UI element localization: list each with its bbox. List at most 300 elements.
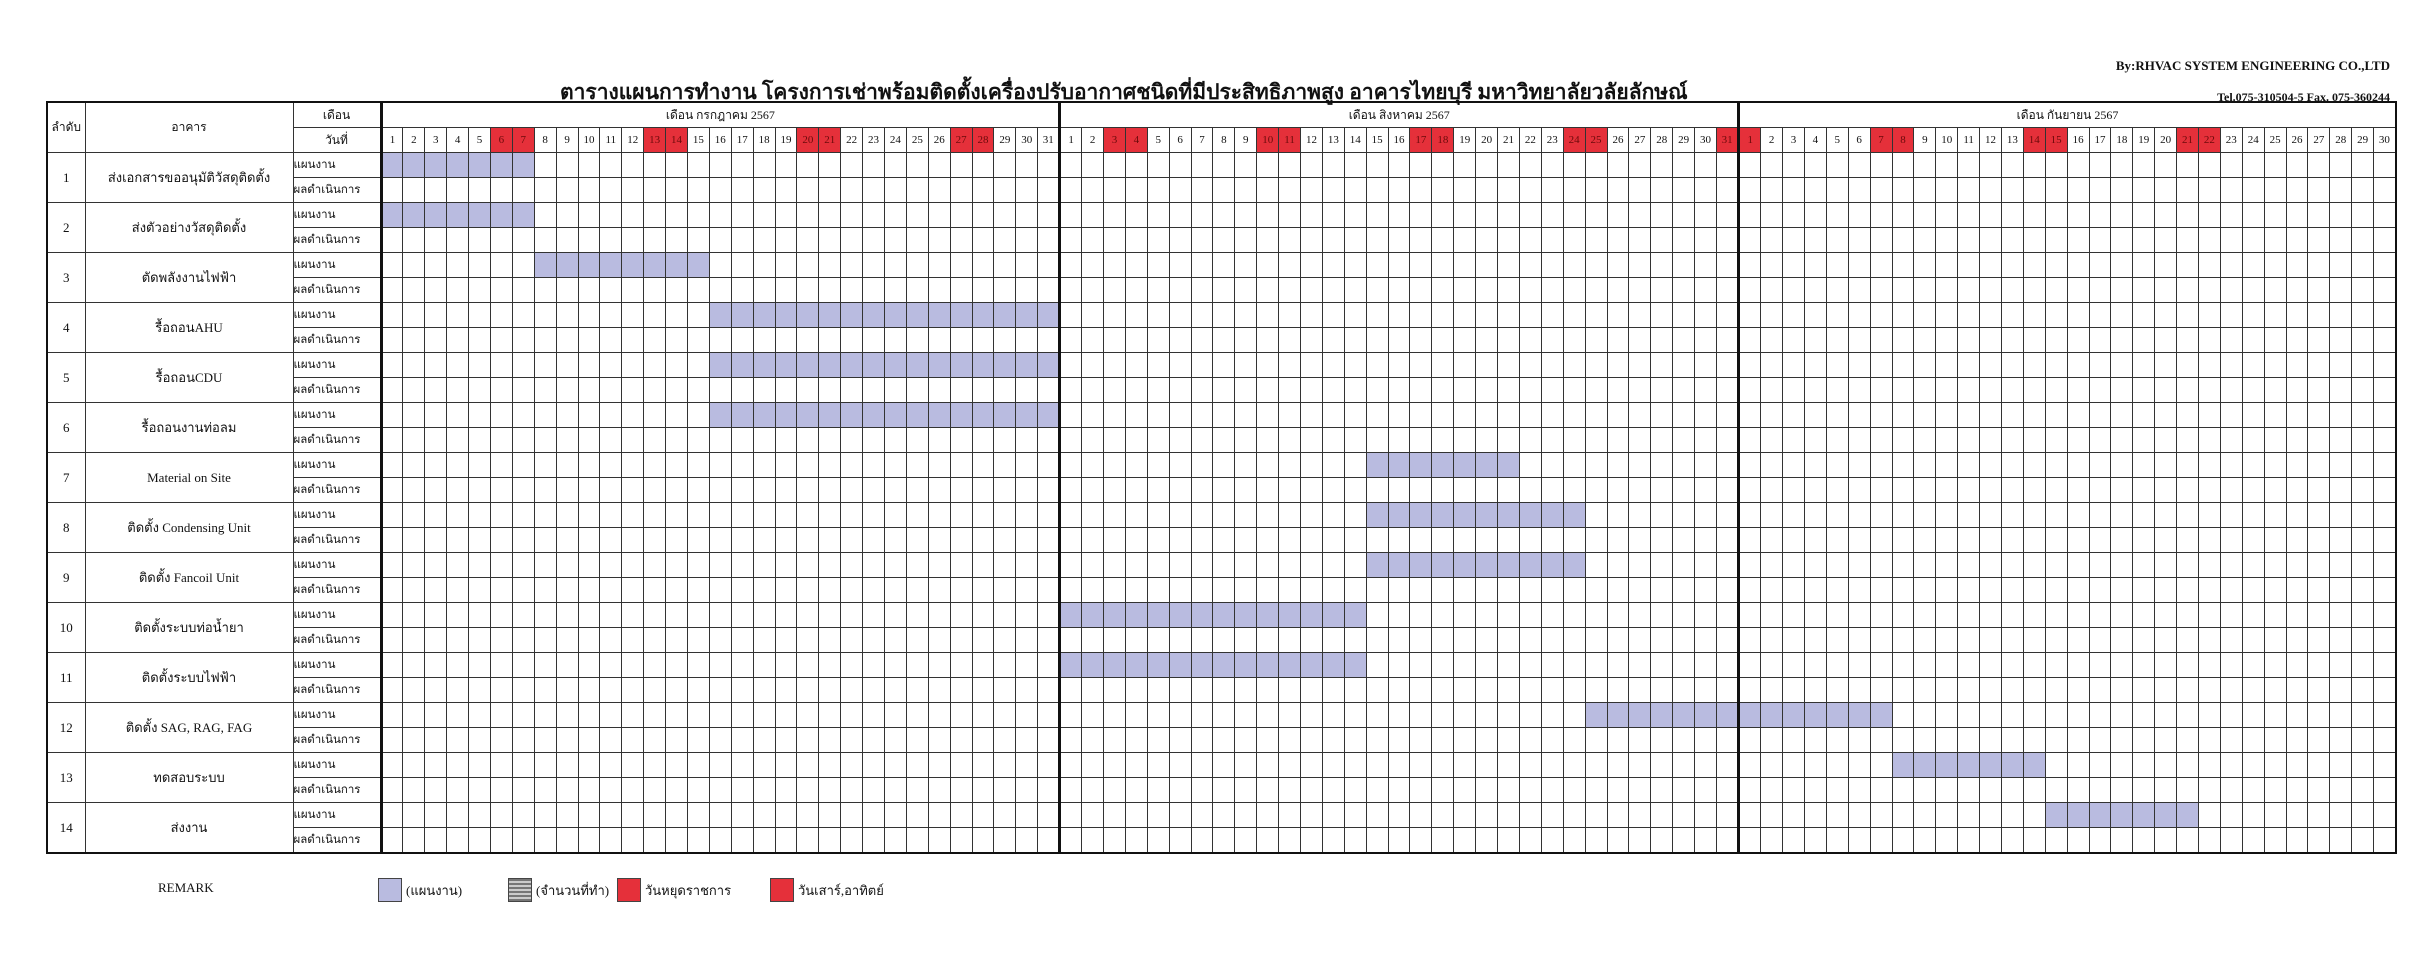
schedule-cell — [819, 553, 841, 578]
schedule-cell — [2242, 603, 2264, 628]
schedule-cell — [2023, 153, 2045, 178]
plan-bar-cell — [1169, 653, 1191, 678]
schedule-cell — [1673, 378, 1695, 403]
day-number: 4 — [447, 128, 469, 153]
schedule-cell — [2198, 478, 2220, 503]
schedule-cell — [1147, 553, 1169, 578]
schedule-cell — [490, 253, 512, 278]
schedule-cell — [2330, 303, 2352, 328]
schedule-cell — [1958, 228, 1980, 253]
schedule-cell — [841, 253, 863, 278]
schedule-cell — [2067, 353, 2089, 378]
schedule-cell — [1519, 303, 1541, 328]
schedule-cell — [490, 303, 512, 328]
schedule-cell — [403, 678, 425, 703]
schedule-cell — [490, 328, 512, 353]
schedule-cell — [2374, 578, 2396, 603]
schedule-cell — [578, 503, 600, 528]
plan-bar-cell — [512, 203, 534, 228]
schedule-cell — [578, 353, 600, 378]
schedule-cell — [534, 778, 556, 803]
schedule-cell — [556, 703, 578, 728]
plan-bar-cell — [709, 353, 731, 378]
schedule-cell — [469, 428, 491, 453]
schedule-cell — [1519, 228, 1541, 253]
schedule-cell — [1629, 678, 1651, 703]
schedule-cell — [2045, 228, 2067, 253]
schedule-cell — [1279, 353, 1301, 378]
schedule-cell — [1980, 653, 2002, 678]
task-plan-row — [47, 603, 2396, 628]
schedule-cell — [863, 703, 885, 728]
day-number: 7 — [1870, 128, 1892, 153]
schedule-cell — [2155, 578, 2177, 603]
schedule-cell — [1629, 353, 1651, 378]
schedule-cell — [1016, 378, 1038, 403]
schedule-cell — [1848, 253, 1870, 278]
schedule-cell — [1476, 378, 1498, 403]
schedule-cell — [2242, 703, 2264, 728]
schedule-cell — [1826, 278, 1848, 303]
schedule-cell — [1104, 303, 1126, 328]
schedule-cell — [1519, 578, 1541, 603]
schedule-cell — [1870, 828, 1892, 854]
schedule-cell — [884, 428, 906, 453]
schedule-cell — [578, 378, 600, 403]
schedule-cell — [403, 753, 425, 778]
schedule-cell — [1783, 378, 1805, 403]
legend-plan — [378, 878, 462, 902]
schedule-cell — [2001, 603, 2023, 628]
schedule-cell — [1783, 603, 1805, 628]
schedule-cell — [1980, 828, 2002, 854]
schedule-cell — [1344, 303, 1366, 328]
schedule-cell — [1541, 528, 1563, 553]
plan-bar-cell — [1191, 653, 1213, 678]
schedule-cell — [578, 203, 600, 228]
schedule-cell — [1914, 253, 1936, 278]
schedule-cell — [2111, 428, 2133, 453]
schedule-cell — [1519, 253, 1541, 278]
schedule-cell — [1191, 828, 1213, 854]
schedule-cell — [775, 603, 797, 628]
schedule-cell — [972, 528, 994, 553]
schedule-cell — [994, 453, 1016, 478]
schedule-cell — [1279, 803, 1301, 828]
schedule-cell — [1213, 403, 1235, 428]
schedule-cell — [1804, 503, 1826, 528]
schedule-cell — [1344, 328, 1366, 353]
day-number: 14 — [1344, 128, 1366, 153]
schedule-cell — [1585, 478, 1607, 503]
schedule-cell — [1695, 553, 1717, 578]
schedule-cell — [403, 428, 425, 453]
schedule-cell — [2111, 278, 2133, 303]
schedule-cell — [2155, 628, 2177, 653]
schedule-cell — [1651, 303, 1673, 328]
schedule-cell — [2177, 153, 2199, 178]
schedule-cell — [1082, 578, 1104, 603]
schedule-cell — [1125, 278, 1147, 303]
schedule-cell — [1519, 703, 1541, 728]
schedule-cell — [928, 553, 950, 578]
schedule-cell — [1914, 303, 1936, 328]
schedule-cell — [2155, 728, 2177, 753]
schedule-cell — [469, 578, 491, 603]
schedule-cell — [2067, 278, 2089, 303]
plan-bar-cell — [1366, 553, 1388, 578]
schedule-cell — [1366, 828, 1388, 854]
schedule-cell — [1257, 803, 1279, 828]
schedule-cell — [2111, 253, 2133, 278]
schedule-cell — [1147, 228, 1169, 253]
schedule-cell — [1388, 528, 1410, 553]
schedule-cell — [709, 753, 731, 778]
schedule-cell — [687, 153, 709, 178]
day-number: 21 — [819, 128, 841, 153]
schedule-cell — [1191, 778, 1213, 803]
schedule-cell — [2374, 303, 2396, 328]
schedule-cell — [1301, 428, 1323, 453]
schedule-cell — [2001, 528, 2023, 553]
schedule-cell — [1607, 603, 1629, 628]
schedule-cell — [1388, 728, 1410, 753]
schedule-cell — [753, 228, 775, 253]
schedule-cell — [2133, 753, 2155, 778]
schedule-cell — [469, 353, 491, 378]
schedule-cell — [687, 178, 709, 203]
schedule-cell — [2352, 428, 2374, 453]
schedule-cell — [731, 778, 753, 803]
plan-bar-cell — [1235, 653, 1257, 678]
schedule-cell — [2023, 728, 2045, 753]
schedule-cell — [1826, 253, 1848, 278]
schedule-cell — [2001, 653, 2023, 678]
plan-bar-cell — [1038, 303, 1060, 328]
schedule-cell — [2133, 228, 2155, 253]
schedule-cell — [2177, 603, 2199, 628]
plan-bar-cell — [1016, 353, 1038, 378]
schedule-cell — [556, 578, 578, 603]
schedule-cell — [512, 353, 534, 378]
schedule-cell — [2330, 378, 2352, 403]
schedule-cell — [600, 428, 622, 453]
schedule-cell — [1016, 553, 1038, 578]
schedule-cell — [863, 528, 885, 553]
schedule-cell — [841, 553, 863, 578]
schedule-cell — [906, 378, 928, 403]
schedule-cell — [1147, 628, 1169, 653]
schedule-cell — [2155, 453, 2177, 478]
schedule-cell — [1826, 453, 1848, 478]
schedule-cell — [1826, 503, 1848, 528]
schedule-cell — [994, 178, 1016, 203]
schedule-cell — [2220, 603, 2242, 628]
schedule-cell — [447, 178, 469, 203]
schedule-cell — [1410, 653, 1432, 678]
day-number: 4 — [1804, 128, 1826, 153]
schedule-cell — [425, 453, 447, 478]
schedule-cell — [775, 228, 797, 253]
schedule-cell — [1695, 428, 1717, 453]
schedule-cell — [1169, 428, 1191, 453]
schedule-cell — [1322, 678, 1344, 703]
schedule-cell — [2133, 378, 2155, 403]
schedule-cell — [819, 753, 841, 778]
schedule-cell — [2352, 528, 2374, 553]
plan-bar-cell — [622, 253, 644, 278]
schedule-cell — [1519, 328, 1541, 353]
schedule-cell — [1914, 778, 1936, 803]
schedule-cell — [1563, 328, 1585, 353]
month-header-row — [47, 102, 2396, 128]
schedule-cell — [2023, 378, 2045, 403]
schedule-cell — [1169, 153, 1191, 178]
schedule-cell — [1673, 503, 1695, 528]
schedule-cell — [1958, 153, 1980, 178]
schedule-cell — [1914, 203, 1936, 228]
schedule-cell — [1761, 253, 1783, 278]
schedule-cell — [1980, 453, 2002, 478]
schedule-cell — [1739, 153, 1761, 178]
schedule-cell — [1848, 178, 1870, 203]
schedule-cell — [1914, 703, 1936, 728]
schedule-cell — [2352, 203, 2374, 228]
schedule-cell — [1739, 528, 1761, 553]
schedule-cell — [666, 453, 688, 478]
schedule-cell — [666, 653, 688, 678]
actual-label: ผลดำเนินการ — [293, 828, 381, 854]
schedule-cell — [381, 328, 403, 353]
schedule-cell — [666, 503, 688, 528]
schedule-cell — [1804, 353, 1826, 378]
day-number: 19 — [2133, 128, 2155, 153]
plan-bar-cell — [797, 353, 819, 378]
schedule-cell — [1060, 428, 1082, 453]
schedule-cell — [1673, 253, 1695, 278]
schedule-cell — [1716, 353, 1738, 378]
day-number: 17 — [2089, 128, 2111, 153]
day-number: 11 — [1958, 128, 1980, 153]
schedule-cell — [2089, 353, 2111, 378]
schedule-cell — [928, 778, 950, 803]
schedule-cell — [1498, 278, 1520, 303]
schedule-cell — [1366, 228, 1388, 253]
schedule-cell — [1783, 753, 1805, 778]
schedule-cell — [2045, 578, 2067, 603]
schedule-cell — [972, 278, 994, 303]
schedule-cell — [1739, 653, 1761, 678]
schedule-cell — [2352, 503, 2374, 528]
schedule-cell — [1235, 678, 1257, 703]
schedule-cell — [1213, 528, 1235, 553]
schedule-cell — [1519, 803, 1541, 828]
schedule-cell — [1016, 778, 1038, 803]
schedule-cell — [1958, 578, 1980, 603]
schedule-cell — [2330, 478, 2352, 503]
schedule-cell — [622, 628, 644, 653]
schedule-cell — [1082, 153, 1104, 178]
schedule-cell — [1870, 428, 1892, 453]
schedule-cell — [2067, 328, 2089, 353]
schedule-cell — [687, 503, 709, 528]
schedule-cell — [600, 378, 622, 403]
task-actual-row — [47, 578, 2396, 603]
schedule-cell — [447, 353, 469, 378]
schedule-cell — [709, 278, 731, 303]
schedule-cell — [1169, 678, 1191, 703]
schedule-cell — [2133, 153, 2155, 178]
schedule-cell — [1147, 153, 1169, 178]
schedule-cell — [1410, 803, 1432, 828]
schedule-cell — [1410, 778, 1432, 803]
schedule-cell — [1060, 628, 1082, 653]
schedule-cell — [994, 228, 1016, 253]
schedule-cell — [556, 153, 578, 178]
schedule-cell — [381, 753, 403, 778]
schedule-cell — [1410, 703, 1432, 728]
schedule-cell — [2352, 553, 2374, 578]
schedule-cell — [1476, 203, 1498, 228]
schedule-cell — [2352, 803, 2374, 828]
schedule-cell — [2264, 603, 2286, 628]
schedule-cell — [994, 528, 1016, 553]
schedule-cell — [2089, 603, 2111, 628]
schedule-cell — [2089, 428, 2111, 453]
schedule-cell — [841, 528, 863, 553]
schedule-cell — [2198, 803, 2220, 828]
schedule-cell — [2133, 553, 2155, 578]
schedule-cell — [775, 628, 797, 653]
schedule-cell — [1716, 253, 1738, 278]
schedule-cell — [1191, 753, 1213, 778]
schedule-cell — [2352, 153, 2374, 178]
schedule-cell — [1739, 828, 1761, 854]
schedule-cell — [447, 728, 469, 753]
schedule-cell — [2286, 153, 2308, 178]
schedule-cell — [622, 203, 644, 228]
schedule-cell — [2001, 378, 2023, 403]
schedule-cell — [2089, 478, 2111, 503]
schedule-cell — [2111, 653, 2133, 678]
schedule-cell — [819, 528, 841, 553]
schedule-cell — [2374, 378, 2396, 403]
schedule-cell — [1739, 403, 1761, 428]
schedule-cell — [534, 503, 556, 528]
schedule-cell — [1301, 253, 1323, 278]
schedule-cell — [775, 753, 797, 778]
schedule-cell — [1169, 203, 1191, 228]
actual-label: ผลดำเนินการ — [293, 228, 381, 253]
schedule-cell — [1980, 203, 2002, 228]
plan-bar-cell — [1279, 603, 1301, 628]
schedule-cell — [906, 828, 928, 854]
day-number: 22 — [1519, 128, 1541, 153]
schedule-cell — [1235, 403, 1257, 428]
schedule-cell — [709, 703, 731, 728]
schedule-cell — [2089, 678, 2111, 703]
day-number: 11 — [600, 128, 622, 153]
schedule-cell — [731, 503, 753, 528]
schedule-cell — [622, 653, 644, 678]
task-actual-row — [47, 278, 2396, 303]
schedule-cell — [2155, 778, 2177, 803]
schedule-cell — [425, 703, 447, 728]
schedule-cell — [556, 603, 578, 628]
schedule-cell — [425, 278, 447, 303]
schedule-cell — [1936, 353, 1958, 378]
schedule-cell — [2264, 328, 2286, 353]
schedule-cell — [447, 503, 469, 528]
schedule-cell — [1980, 628, 2002, 653]
schedule-cell — [1585, 228, 1607, 253]
schedule-cell — [1914, 553, 1936, 578]
task-plan-row — [47, 153, 2396, 178]
schedule-cell — [1454, 778, 1476, 803]
schedule-cell — [1279, 478, 1301, 503]
schedule-cell — [797, 478, 819, 503]
schedule-cell — [1410, 403, 1432, 428]
plan-label: แผนงาน — [293, 753, 381, 778]
schedule-cell — [1169, 453, 1191, 478]
schedule-cell — [841, 628, 863, 653]
schedule-cell — [1016, 153, 1038, 178]
schedule-cell — [666, 303, 688, 328]
schedule-cell — [2242, 678, 2264, 703]
schedule-cell — [2045, 528, 2067, 553]
schedule-cell — [1783, 628, 1805, 653]
schedule-cell — [666, 278, 688, 303]
schedule-cell — [709, 153, 731, 178]
schedule-cell — [1848, 728, 1870, 753]
schedule-cell — [2308, 803, 2330, 828]
schedule-cell — [1410, 428, 1432, 453]
schedule-cell — [1410, 153, 1432, 178]
schedule-cell — [2001, 303, 2023, 328]
schedule-cell — [2286, 528, 2308, 553]
plan-bar-cell — [1388, 453, 1410, 478]
schedule-cell — [578, 278, 600, 303]
schedule-cell — [1366, 178, 1388, 203]
schedule-cell — [1476, 303, 1498, 328]
schedule-cell — [1826, 228, 1848, 253]
schedule-cell — [1739, 753, 1761, 778]
schedule-cell — [753, 553, 775, 578]
schedule-cell — [884, 478, 906, 503]
plan-bar-cell — [1301, 603, 1323, 628]
schedule-cell — [2330, 178, 2352, 203]
schedule-cell — [512, 578, 534, 603]
schedule-cell — [928, 328, 950, 353]
schedule-cell — [644, 628, 666, 653]
schedule-cell — [469, 728, 491, 753]
schedule-cell — [1344, 253, 1366, 278]
schedule-cell — [1454, 278, 1476, 303]
schedule-cell — [1322, 753, 1344, 778]
schedule-cell — [1563, 803, 1585, 828]
schedule-cell — [1257, 678, 1279, 703]
schedule-cell — [994, 428, 1016, 453]
schedule-cell — [1016, 278, 1038, 303]
schedule-cell — [1958, 603, 1980, 628]
schedule-cell — [709, 603, 731, 628]
schedule-cell — [1235, 778, 1257, 803]
task-plan-row — [47, 403, 2396, 428]
schedule-cell — [972, 503, 994, 528]
schedule-cell — [2308, 778, 2330, 803]
schedule-cell — [1257, 503, 1279, 528]
schedule-cell — [1322, 328, 1344, 353]
